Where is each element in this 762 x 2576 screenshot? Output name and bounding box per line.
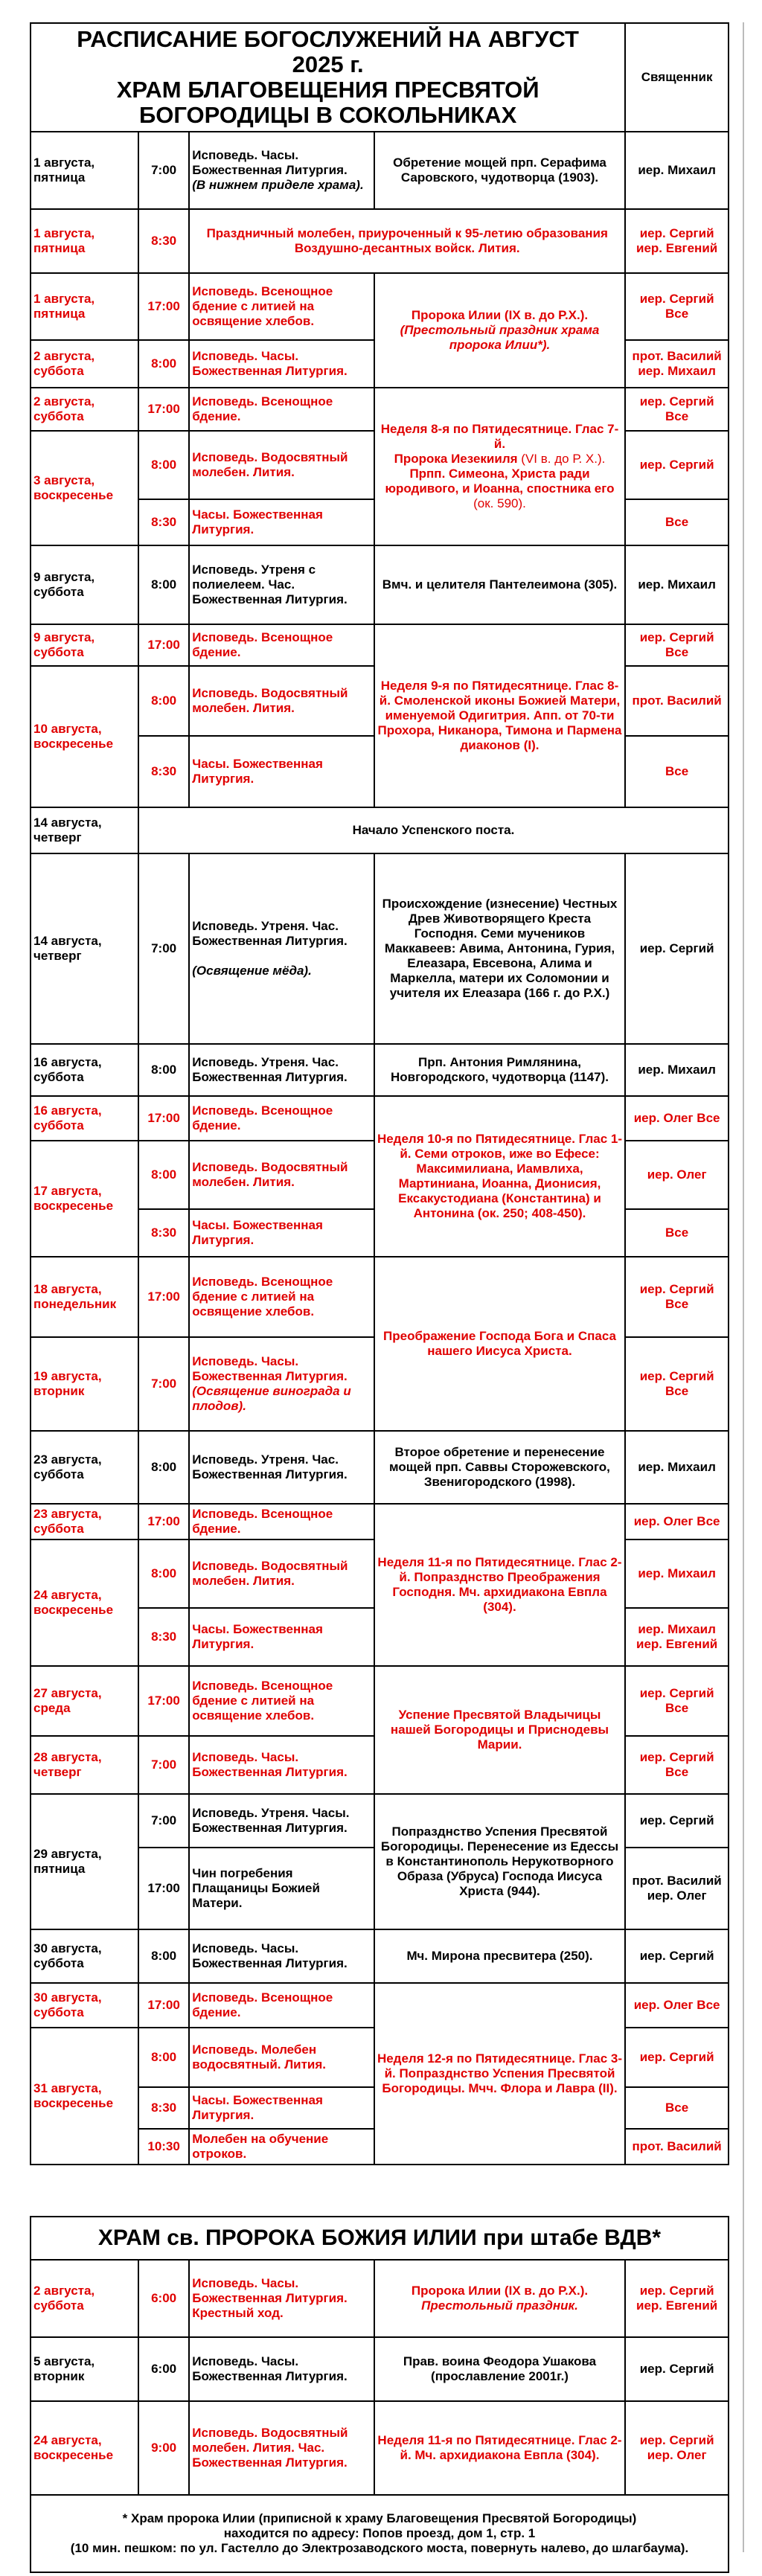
feast-cell: Неделя 11-я по Пятидесятнице. Глас 2-й. Попразднство Преображения Господня. Мч. архидиакона Евпла (304). (374, 1504, 626, 1666)
table-row (31, 1504, 729, 1539)
priest-cell: иер. Олег Все (625, 1504, 729, 1539)
feast-cell (374, 388, 626, 545)
priest-cell: Все (625, 736, 729, 807)
time-cell: 17:00 (138, 1848, 189, 1929)
priest-cell: иер. Сергий иер. Олег (625, 2401, 729, 2495)
table-row (31, 1929, 729, 1983)
service-cell: Исповедь. Всенощное бдение. (189, 1096, 374, 1141)
table-row (31, 273, 729, 340)
time-cell: 17:00 (138, 1504, 189, 1539)
temple2-header-row (31, 2217, 729, 2260)
table-row (31, 1257, 729, 1337)
table-row (31, 209, 729, 273)
service-text: Исповедь. Часы. Божественная Литургия. (192, 1354, 348, 1383)
date-cell: 3 августа, воскресенье (31, 431, 138, 545)
priest-cell: иер. Олег Все (625, 1983, 729, 2028)
time-cell: 7:00 (138, 132, 189, 209)
feast-cell: Попразднство Успения Пресвятой Богородицы. Перенесение из Едессы в Константинополь Нерукотворного Образа (Убруса) Господа Иисуса Христа (944). (374, 1794, 626, 1929)
service-cell: Часы. Божественная Литургия. (189, 736, 374, 807)
feast-cell: Неделя 10-я по Пятидесятнице. Глас 1-й. Семи отроков, иже во Ефесе: Максимилиана, Иамвлиха, Мартиниана, Иоанна, Дионисия, Ексакустодиана (Константина) и Антонина (ок. 250; 408-450). (374, 1096, 626, 1257)
service-cell: Исповедь. Водосвятный молебен. Лития. (189, 666, 374, 736)
footnote-row (31, 2495, 729, 2572)
date-cell: 29 августа, пятница (31, 1794, 138, 1929)
service-cell: Исповедь. Часы. Божественная Литургия. Крестный ход. (189, 2260, 374, 2337)
title-line-4: БОГОРОДИЦЫ В СОКОЛЬНИКАХ (138, 102, 517, 128)
time-cell: 8:30 (138, 1209, 189, 1257)
date-cell: 1 августа, пятница (31, 273, 138, 340)
priest-cell: иер. Сергий (625, 2028, 729, 2087)
service-cell: Исповедь. Водосвятный молебен. Лития. Час. Божественная Литургия. (189, 2401, 374, 2495)
time-cell: 8:00 (138, 1431, 189, 1504)
date-cell: 1 августа, пятница (31, 209, 138, 273)
feast-cell (374, 2260, 626, 2337)
priest-cell: иер. Олег (625, 1141, 729, 1209)
time-cell: 17:00 (138, 1096, 189, 1141)
time-cell: 8:00 (138, 1929, 189, 1983)
feast-text: Пророка Илии (IX в. до Р.Х.). (411, 308, 589, 322)
service-cell (189, 1337, 374, 1431)
priest-cell: иер. Михаил иер. Евгений (625, 1608, 729, 1666)
table-row (31, 1983, 729, 2028)
feast-cell: Обретение мощей прп. Серафима Саровского, чудотворца (1903). (374, 132, 626, 209)
table-row (31, 1044, 729, 1096)
table-row (31, 545, 729, 624)
priest-cell: иер. Михаил (625, 1431, 729, 1504)
date-cell: 23 августа, суббота (31, 1431, 138, 1504)
time-cell: 8:00 (138, 666, 189, 736)
spacer-row (31, 2165, 729, 2217)
feast-cell: Неделя 12-я по Пятидесятнице. Глас 3-й. Попразднство Успения Пресвятой Богородицы. Мчч. Флора и Лавра (II). (374, 1983, 626, 2165)
service-cell: Молебен на обучение отроков. (189, 2129, 374, 2165)
service-note: (Освящение мёда). (192, 964, 312, 978)
service-cell: Часы. Божественная Литургия. (189, 1209, 374, 1257)
priest-cell: иер. Михаил (625, 1044, 729, 1096)
time-cell: 17:00 (138, 624, 189, 666)
service-cell: Исповедь. Водосвятный молебен. Лития. (189, 431, 374, 499)
feast-cell: Успение Пресвятой Владычицы нашей Богородицы и Приснодевы Марии. (374, 1666, 626, 1794)
time-cell: 7:00 (138, 1736, 189, 1794)
time-cell: 8:00 (138, 545, 189, 624)
footnote-line-2: находится по адресу: Попов проезд, дом 1, стр. 1 (223, 2526, 536, 2540)
date-cell: 31 августа, воскресенье (31, 2028, 138, 2165)
date-cell: 14 августа, четверг (31, 853, 138, 1044)
feast-line: Прпп. Симеона, Христа ради юродивого, и Иоанна, спостника его (385, 467, 615, 496)
service-cell: Часы. Божественная Литургия. (189, 2087, 374, 2129)
priest-cell: прот. Василий иер. Олег (625, 1848, 729, 1929)
service-cell: Исповедь. Часы. Божественная Литургия. (189, 1736, 374, 1794)
service-cell: Часы. Божественная Литургия. (189, 1608, 374, 1666)
service-cell: Исповедь. Молебен водосвятный. Лития. (189, 2028, 374, 2087)
priest-column-header: Священник (625, 23, 729, 132)
time-cell: 8:30 (138, 2087, 189, 2129)
date-cell: 10 августа, воскресенье (31, 666, 138, 807)
service-cell (189, 132, 374, 209)
date-cell: 14 августа, четверг (31, 807, 138, 853)
service-cell: Исповедь. Часы. Божественная Литургия. (189, 2337, 374, 2401)
time-cell: 17:00 (138, 273, 189, 340)
time-cell: 8:30 (138, 209, 189, 273)
temple2-title: ХРАМ св. ПРОРОКА БОЖИЯ ИЛИИ при штабе ВДВ* (31, 2217, 729, 2260)
table-row (31, 624, 729, 666)
date-cell: 2 августа, суббота (31, 2260, 138, 2337)
title-line-2: 2025 г. (292, 51, 364, 77)
time-cell: 9:00 (138, 2401, 189, 2495)
time-cell: 17:00 (138, 1666, 189, 1736)
service-cell: Исповедь. Утреня. Часы. Божественная Литургия. (189, 1794, 374, 1848)
priest-cell: прот. Василий иер. Михаил (625, 340, 729, 388)
date-cell: 19 августа, вторник (31, 1337, 138, 1431)
date-cell: 1 августа, пятница (31, 132, 138, 209)
footnote-line-3: (10 мин. пешком: по ул. Гастелло до Электрозаводского моста, повернуть налево, до шлагбаума). (70, 2541, 689, 2555)
time-cell: 8:30 (138, 1608, 189, 1666)
service-cell: Исповедь. Всенощное бдение с литией на освящение хлебов. (189, 1666, 374, 1736)
time-cell: 17:00 (138, 388, 189, 431)
service-text: Исповедь. Утреня. Час. Божественная Литургия. (192, 919, 348, 948)
time-cell: 7:00 (138, 1337, 189, 1431)
priest-cell: иер. Сергий (625, 1794, 729, 1848)
date-cell: 28 августа, четверг (31, 1736, 138, 1794)
spacer-cell (31, 2165, 729, 2217)
priest-cell: иер. Сергий Все (625, 624, 729, 666)
table-row (31, 2260, 729, 2337)
service-feast-cell: Праздничный молебен, приуроченный к 95-летию образования Воздушно-десантных войск. Лития. (189, 209, 625, 273)
table-row (31, 388, 729, 431)
service-cell: Часы. Божественная Литургия. (189, 499, 374, 545)
feast-cell: Прп. Антония Римлянина, Новгородского, чудотворца (1147). (374, 1044, 626, 1096)
date-cell: 16 августа, суббота (31, 1096, 138, 1141)
table-row (31, 1096, 729, 1141)
footnote (31, 2495, 729, 2572)
time-cell: 8:30 (138, 499, 189, 545)
feast-cell: Неделя 9-я по Пятидесятнице. Глас 8-й. Смоленской иконы Божией Матери, именуемой Одигитрия. Апп. от 70-ти Прохора, Никанора, Тимона и Пармена диаконов (I). (374, 624, 626, 807)
date-cell: 30 августа, суббота (31, 1929, 138, 1983)
priest-cell: иер. Сергий Все (625, 273, 729, 340)
feast-cell: Происхождение (изнесение) Честных Древ Животворящего Креста Господня. Семи мучеников Маккавеев: Авима, Антонина, Гурия, Елеазара, Евсевона, Алима и Маркелла, матери их Соломонии и учителя их Елеазара (166 г. до Р.Х.) (374, 853, 626, 1044)
date-cell: 24 августа, воскресенье (31, 1539, 138, 1666)
priest-cell: прот. Василий (625, 666, 729, 736)
priest-cell: иер. Сергий (625, 1929, 729, 1983)
time-cell: 7:00 (138, 1794, 189, 1848)
date-cell: 16 августа, суббота (31, 1044, 138, 1096)
priest-cell: иер. Сергий Все (625, 1736, 729, 1794)
feast-cell: Вмч. и целителя Пантелеимона (305). (374, 545, 626, 624)
service-cell: Исповедь. Утреня с полиелеем. Час. Божественная Литургия. (189, 545, 374, 624)
page-title (31, 23, 625, 132)
priest-cell: Все (625, 2087, 729, 2129)
table-row (31, 132, 729, 209)
feast-cell (374, 273, 626, 388)
feast-note: Престольный праздник. (421, 2298, 578, 2313)
service-cell: Исповедь. Часы. Божественная Литургия. (189, 340, 374, 388)
time-cell: 8:00 (138, 1539, 189, 1608)
date-cell: 2 августа, суббота (31, 388, 138, 431)
time-cell: 17:00 (138, 1983, 189, 2028)
service-cell: Исповедь. Водосвятный молебен. Лития. (189, 1539, 374, 1608)
service-cell: Исповедь. Утреня. Час. Божественная Литургия. (189, 1431, 374, 1504)
feast-text: Пророка Илии (IX в. до Р.Х.). (411, 2284, 589, 2298)
footnote-line-1: * Храм пророка Илии (приписной к храму Благовещения Пресвятой Богородицы) (122, 2511, 637, 2525)
date-cell: 5 августа, вторник (31, 2337, 138, 2401)
service-cell: Чин погребения Плащаницы Божией Матери. (189, 1848, 374, 1929)
service-cell: Исповедь. Всенощное бдение. (189, 1983, 374, 2028)
date-cell: 24 августа, воскресенье (31, 2401, 138, 2495)
priest-cell: иер. Сергий Все (625, 1257, 729, 1337)
feast-cell: Преображение Господа Бога и Спаса нашего Иисуса Христа. (374, 1257, 626, 1431)
date-cell: 9 августа, суббота (31, 624, 138, 666)
priest-cell: иер. Сергий иер. Евгений (625, 209, 729, 273)
priest-cell: иер. Сергий (625, 2337, 729, 2401)
table-row (31, 2337, 729, 2401)
priest-cell: иер. Михаил (625, 545, 729, 624)
date-cell: 30 августа, суббота (31, 1983, 138, 2028)
priest-cell: иер. Михаил (625, 132, 729, 209)
table-row (31, 1794, 729, 1848)
service-cell: Исповедь. Всенощное бдение. (189, 388, 374, 431)
service-note: (В нижнем приделе храма). (192, 178, 364, 192)
table-row (31, 853, 729, 1044)
date-cell: 27 августа, среда (31, 1666, 138, 1736)
title-line-1: РАСПИСАНИЕ БОГОСЛУЖЕНИЙ НА АВГУСТ (77, 26, 579, 52)
table-row (31, 2401, 729, 2495)
priest-cell: Все (625, 499, 729, 545)
title-line-3: ХРАМ БЛАГОВЕЩЕНИЯ ПРЕСВЯТОЙ (116, 77, 540, 103)
service-cell: Исповедь. Всенощное бдение. (189, 624, 374, 666)
service-text: Исповедь. Часы. Божественная Литургия. (192, 148, 348, 177)
feast-cell: Неделя 11-я по Пятидесятнице. Глас 2-й. Мч. архидиакона Евпла (304). (374, 2401, 626, 2495)
service-cell: Исповедь. Утреня. Час. Божественная Литургия. (189, 1044, 374, 1096)
feast-line: (ок. 590). (473, 496, 526, 510)
time-cell: 8:00 (138, 2028, 189, 2087)
service-cell: Исповедь. Всенощное бдение с литией на освящение хлебов. (189, 273, 374, 340)
priest-cell: Все (625, 1209, 729, 1257)
time-cell: 8:30 (138, 736, 189, 807)
page-edge-line (743, 22, 744, 2552)
service-cell (189, 853, 374, 1044)
priest-cell: иер. Сергий Все (625, 388, 729, 431)
date-cell: 9 августа, суббота (31, 545, 138, 624)
feast-note: (Престольный праздник храма пророка Илии*). (400, 323, 600, 352)
service-cell: Исповедь. Часы. Божественная Литургия. (189, 1929, 374, 1983)
service-note: (Освящение винограда и плодов). (192, 1384, 351, 1413)
service-cell: Исповедь. Всенощное бдение с литией на освящение хлебов. (189, 1257, 374, 1337)
fast-note-cell: Начало Успенского поста. (138, 807, 729, 853)
time-cell: 8:00 (138, 340, 189, 388)
time-cell: 8:00 (138, 431, 189, 499)
time-cell: 17:00 (138, 1257, 189, 1337)
feast-line: Неделя 8-я по Пятидесятнице. Глас 7-й. (380, 422, 619, 451)
schedule-document (30, 22, 729, 2573)
priest-cell: прот. Василий (625, 2129, 729, 2165)
time-cell: 7:00 (138, 853, 189, 1044)
feast-line: Пророка Иезекииля (394, 452, 518, 466)
time-cell: 8:00 (138, 1044, 189, 1096)
priest-cell: иер. Михаил (625, 1539, 729, 1608)
feast-cell: Мч. Мирона пресвитера (250). (374, 1929, 626, 1983)
date-cell: 17 августа, воскресенье (31, 1141, 138, 1257)
feast-cell: Прав. воина Феодора Ушакова (прославление 2001г.) (374, 2337, 626, 2401)
service-cell: Исповедь. Всенощное бдение. (189, 1504, 374, 1539)
time-cell: 6:00 (138, 2337, 189, 2401)
feast-cell: Второе обретение и перенесение мощей прп. Саввы Сторожевского, Звенигородского (1998). (374, 1431, 626, 1504)
priest-cell: иер. Олег Все (625, 1096, 729, 1141)
date-cell: 18 августа, понедельник (31, 1257, 138, 1337)
time-cell: 8:00 (138, 1141, 189, 1209)
priest-cell: иер. Сергий (625, 431, 729, 499)
schedule-table (30, 22, 729, 2573)
priest-cell: иер. Сергий Все (625, 1337, 729, 1431)
priest-cell: иер. Сергий Все (625, 1666, 729, 1736)
table-row (31, 1431, 729, 1504)
table-row (31, 1666, 729, 1736)
time-cell: 6:00 (138, 2260, 189, 2337)
feast-line: (VI в. до Р. Х.). (521, 452, 606, 466)
service-cell: Исповедь. Водосвятный молебен. Лития. (189, 1141, 374, 1209)
date-cell: 2 августа, суббота (31, 340, 138, 388)
header-row (31, 23, 729, 132)
date-cell: 23 августа, суббота (31, 1504, 138, 1539)
time-cell: 10:30 (138, 2129, 189, 2165)
table-row (31, 807, 729, 853)
priest-cell: иер. Сергий иер. Евгений (625, 2260, 729, 2337)
priest-cell: иер. Сергий (625, 853, 729, 1044)
